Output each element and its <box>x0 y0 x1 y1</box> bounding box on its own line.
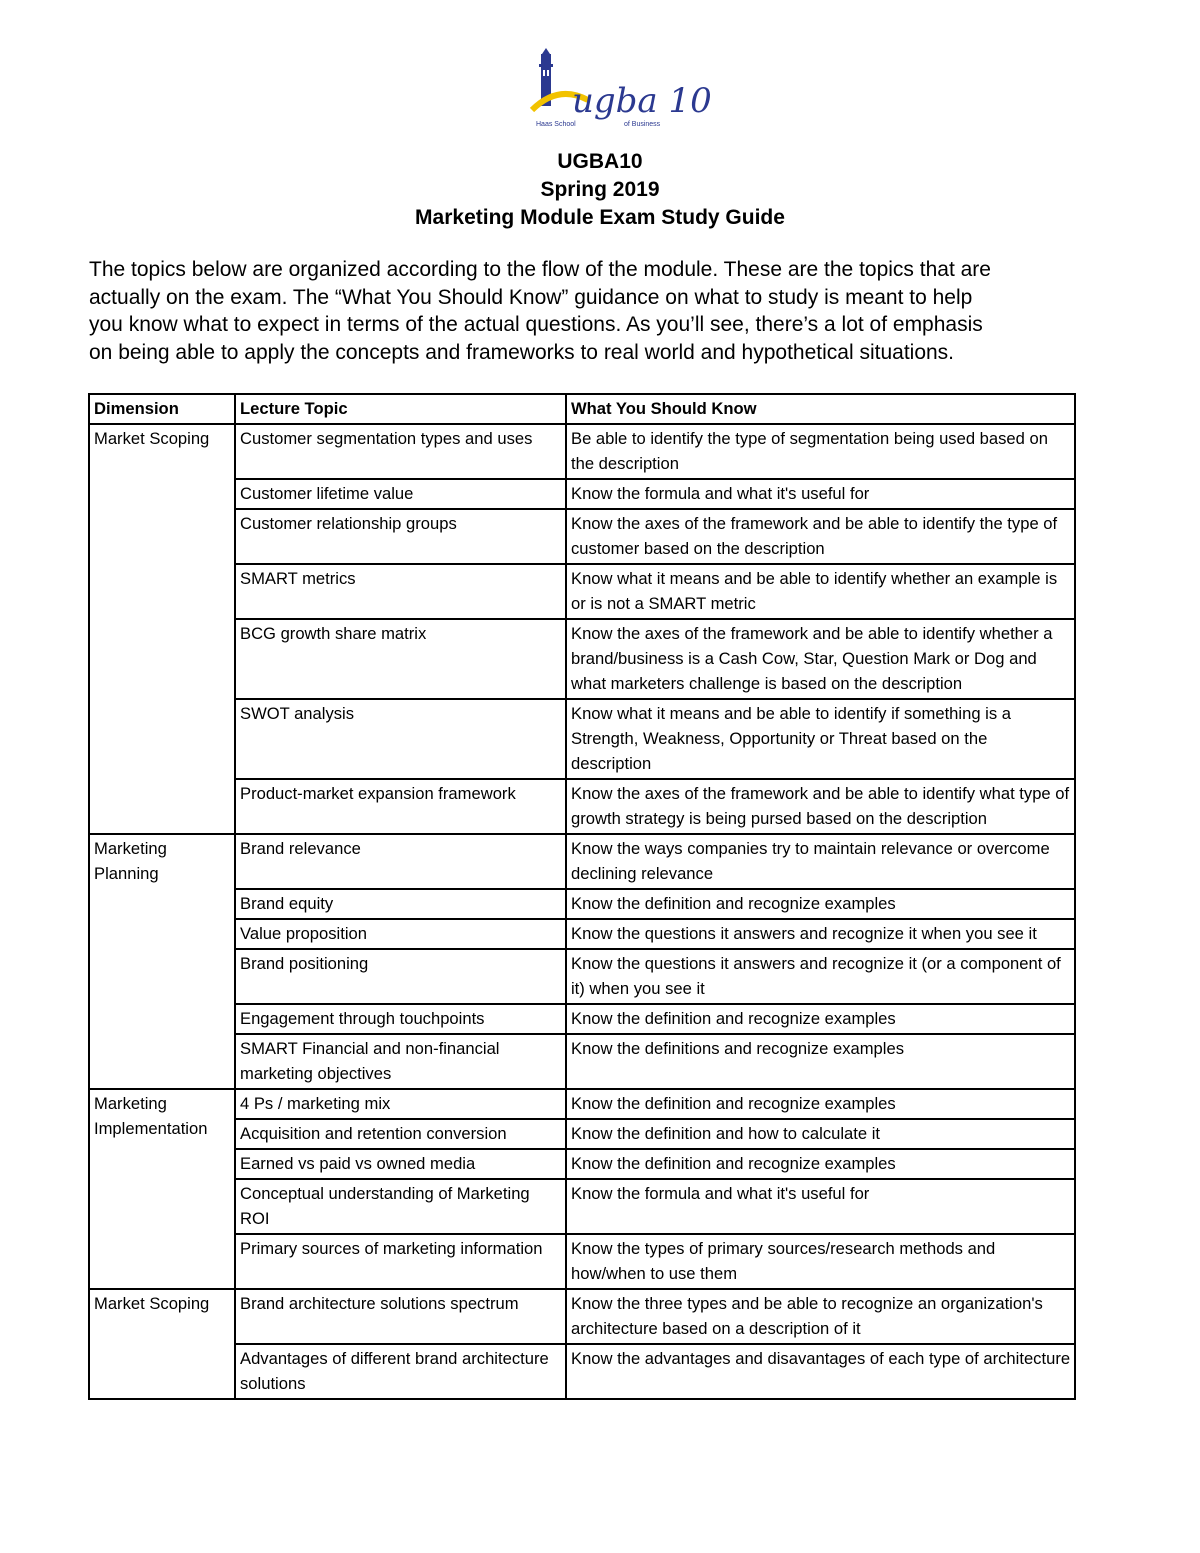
what-you-should-know-cell: Know the questions it answers and recognize it (or a component of it) when you see it <box>566 949 1075 1004</box>
document-title: Marketing Module Exam Study Guide <box>415 206 785 229</box>
what-you-should-know-cell: Know the three types and be able to recognize an organization's architecture based on a description of it <box>566 1289 1075 1344</box>
table-row <box>89 889 1075 919</box>
lecture-topic-cell: Value proposition <box>235 919 566 949</box>
table-body <box>89 424 1075 1399</box>
what-you-should-know-cell: Know what it means and be able to identify if something is a Strength, Weakness, Opportunity or Threat based on the description <box>566 699 1075 779</box>
title-block <box>0 148 1200 232</box>
logo-wordmark: ugba 10 <box>572 81 712 121</box>
lecture-topic-cell: Product-market expansion framework <box>235 779 566 834</box>
dimension-cell: Marketing Planning <box>89 834 235 1089</box>
lecture-topic-cell: BCG growth share matrix <box>235 619 566 699</box>
lecture-topic-cell: SMART metrics <box>235 564 566 619</box>
what-you-should-know-cell: Know the definition and how to calculate it <box>566 1119 1075 1149</box>
what-you-should-know-cell: Know the definition and recognize examples <box>566 1004 1075 1034</box>
lecture-topic-cell: Acquisition and retention conversion <box>235 1119 566 1149</box>
intro-line: The topics below are organized according to the flow of the module. These are the topics that are <box>89 258 991 281</box>
table-row <box>89 919 1075 949</box>
what-you-should-know-cell: Know the ways companies try to maintain relevance or overcome declining relevance <box>566 834 1075 889</box>
what-you-should-know-cell: Know the definition and recognize examples <box>566 1149 1075 1179</box>
table-row <box>89 619 1075 699</box>
lecture-topic-cell: Earned vs paid vs owned media <box>235 1149 566 1179</box>
table-header-row <box>89 394 1075 424</box>
table-row <box>89 1119 1075 1149</box>
lecture-topic-cell: Brand positioning <box>235 949 566 1004</box>
column-header-what-you-should-know: What You Should Know <box>566 394 1075 424</box>
term: Spring 2019 <box>540 178 660 201</box>
table-row <box>89 564 1075 619</box>
what-you-should-know-cell: Know the formula and what it's useful for <box>566 1179 1075 1234</box>
lecture-topic-cell: Primary sources of marketing information <box>235 1234 566 1289</box>
intro-line: on being able to apply the concepts and frameworks to real world and hypothetical situations. <box>89 340 955 364</box>
what-you-should-know-cell: Know the definitions and recognize examples <box>566 1034 1075 1089</box>
lecture-topic-cell: Conceptual understanding of Marketing ROI <box>235 1179 566 1234</box>
table-row <box>89 1289 1075 1344</box>
lecture-topic-cell: Advantages of different brand architecture solutions <box>235 1344 566 1399</box>
table-row <box>89 509 1075 564</box>
lecture-topic-cell: Engagement through touchpoints <box>235 1004 566 1034</box>
table-row <box>89 834 1075 889</box>
table-row <box>89 1344 1075 1399</box>
course-code: UGBA10 <box>557 150 643 173</box>
what-you-should-know-cell: Know the types of primary sources/research methods and how/when to use them <box>566 1234 1075 1289</box>
logo-tagline-left: Haas School <box>536 121 576 128</box>
logo-tagline-right: of Business <box>624 121 661 128</box>
table-row <box>89 1234 1075 1289</box>
what-you-should-know-cell: Know the axes of the framework and be able to identify whether a brand/business is a Cash Cow, Star, Question Mark or Dog and what marketers challenge is based on the description <box>566 619 1075 699</box>
table-row <box>89 479 1075 509</box>
what-you-should-know-cell: Know the advantages and disavantages of each type of architecture <box>566 1344 1075 1399</box>
lecture-topic-cell: Brand relevance <box>235 834 566 889</box>
column-header-dimension: Dimension <box>89 394 235 424</box>
table-row <box>89 1089 1075 1119</box>
table-row <box>89 1034 1075 1089</box>
table-row <box>89 949 1075 1004</box>
lecture-topic-cell: Brand architecture solutions spectrum <box>235 1289 566 1344</box>
table-row <box>89 424 1075 479</box>
table-row <box>89 699 1075 779</box>
lecture-topic-cell: Customer segmentation types and uses <box>235 424 566 479</box>
lecture-topic-cell: SWOT analysis <box>235 699 566 779</box>
dimension-cell: Market Scoping <box>89 424 235 834</box>
intro-line: actually on the exam. The “What You Should Know” guidance on what to study is meant to help <box>89 285 973 309</box>
dimension-cell: Market Scoping <box>89 1289 235 1399</box>
what-you-should-know-cell: Know the questions it answers and recognize it when you see it <box>566 919 1075 949</box>
what-you-should-know-cell: Know the formula and what it's useful for <box>566 479 1075 509</box>
table-row <box>89 779 1075 834</box>
lecture-topic-cell: 4 Ps / marketing mix <box>235 1089 566 1119</box>
table-row <box>89 1149 1075 1179</box>
lecture-topic-cell: Customer relationship groups <box>235 509 566 564</box>
study-guide-table <box>88 393 1076 1400</box>
dimension-cell: Marketing Implementation <box>89 1089 235 1289</box>
what-you-should-know-cell: Be able to identify the type of segmentation being used based on the description <box>566 424 1075 479</box>
what-you-should-know-cell: Know the definition and recognize examples <box>566 889 1075 919</box>
lecture-topic-cell: SMART Financial and non-financial marketing objectives <box>235 1034 566 1089</box>
intro-paragraph <box>89 256 1114 366</box>
ugba10-logo <box>528 48 712 132</box>
what-you-should-know-cell: Know the axes of the framework and be able to identify what type of growth strategy is being pursed based on the description <box>566 779 1075 834</box>
what-you-should-know-cell: Know what it means and be able to identify whether an example is or is not a SMART metric <box>566 564 1075 619</box>
column-header-lecture-topic: Lecture Topic <box>235 394 566 424</box>
lecture-topic-cell: Customer lifetime value <box>235 479 566 509</box>
what-you-should-know-cell: Know the definition and recognize examples <box>566 1089 1075 1119</box>
lecture-topic-cell: Brand equity <box>235 889 566 919</box>
what-you-should-know-cell: Know the axes of the framework and be able to identify the type of customer based on the description <box>566 509 1075 564</box>
table-row <box>89 1004 1075 1034</box>
table-row <box>89 1179 1075 1234</box>
intro-line: you know what to expect in terms of the actual questions. As you’ll see, there’s a lot of emphasis <box>89 313 983 336</box>
